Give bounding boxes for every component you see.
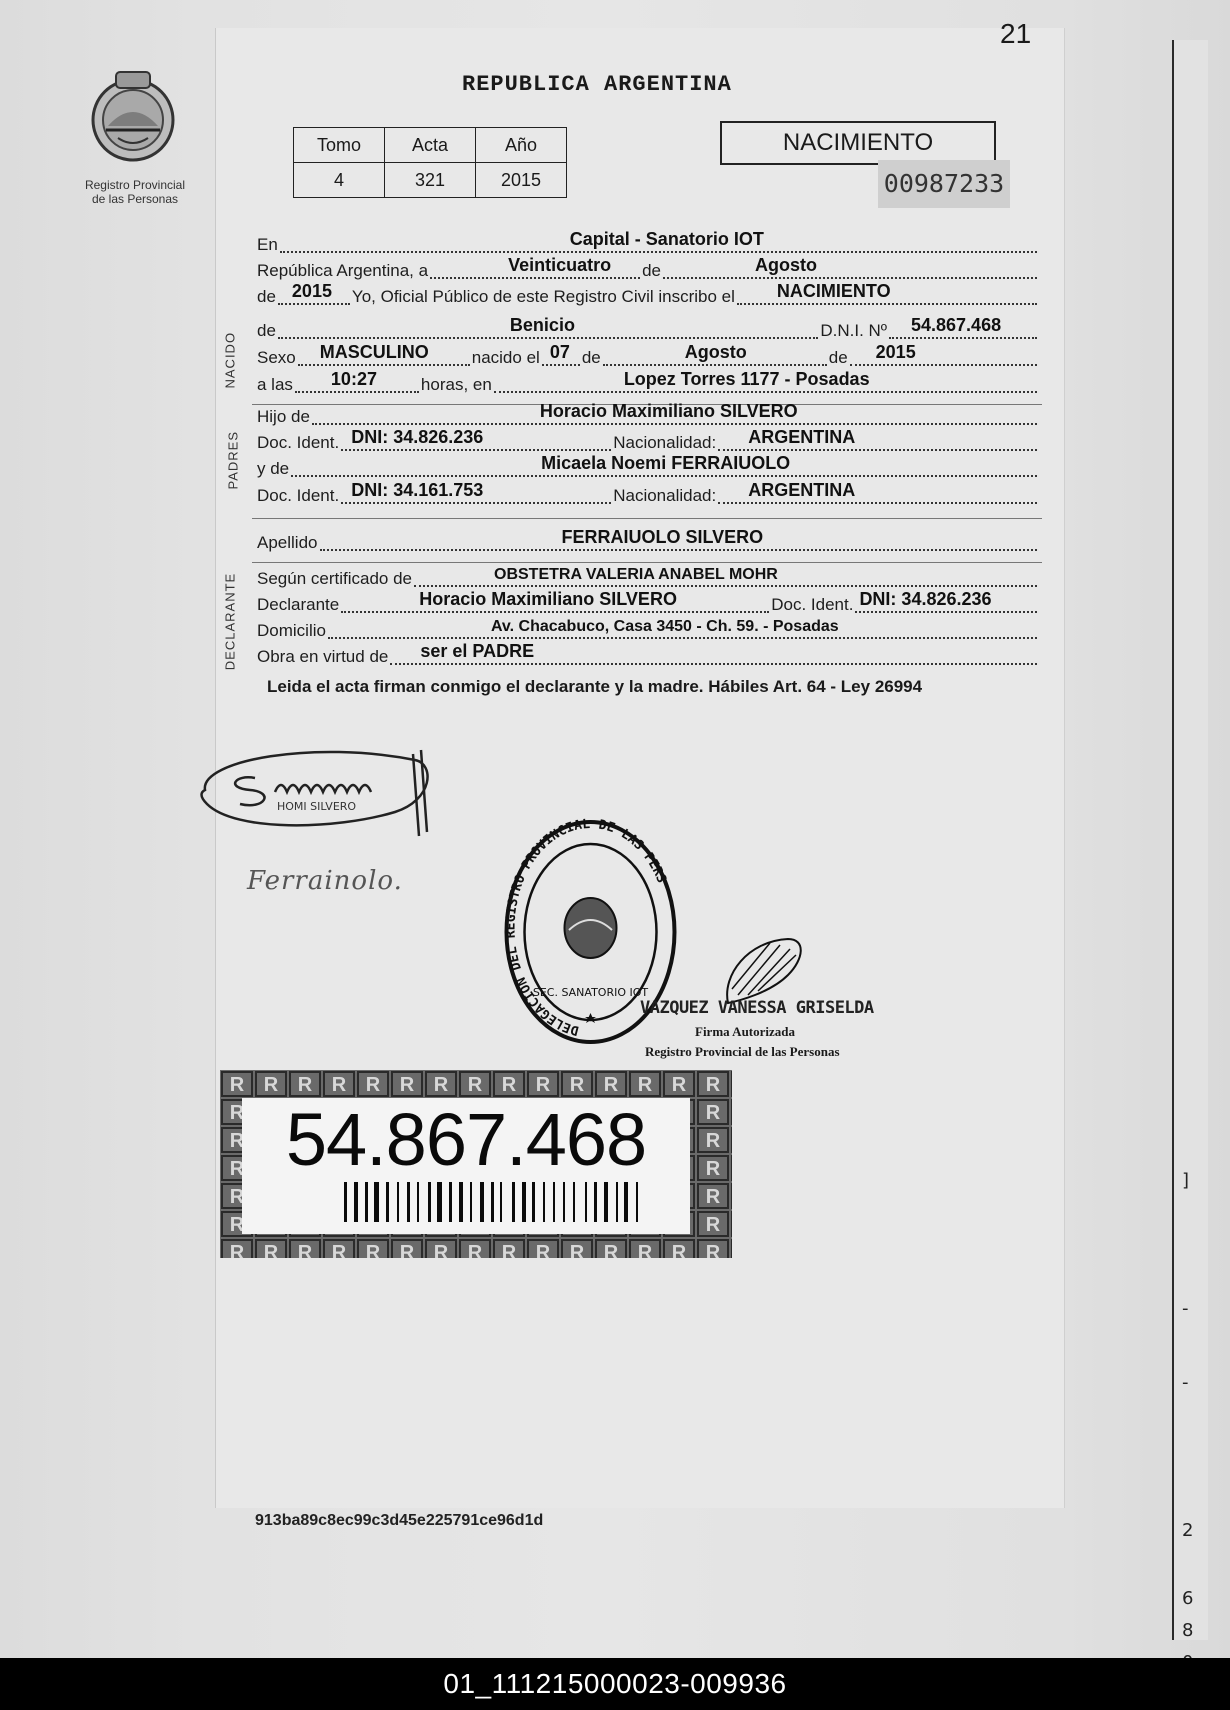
field-line [718,480,1037,504]
table-cell: 4 [294,163,385,198]
field-line [341,480,611,504]
field-value: 07 [549,342,570,362]
barcode-bar [616,1182,618,1222]
barcode-bar [491,1182,494,1222]
form-row-reason [257,641,1039,668]
declarant-signature-caption: HOMI SILVERO [277,800,357,813]
official-signature [718,935,808,1005]
field-label: Obra en virtud de [257,647,389,666]
barcode-bar [553,1182,555,1222]
field-label: Domicilio [257,621,326,640]
field-value: Micaela Noemi FERRAIUOLO [541,453,791,473]
table-header-cell: Acta [385,128,476,163]
field-value: OBSTETRA VALERIA ANABEL MOHR [494,566,778,583]
barcode-bar [585,1182,587,1222]
record-type-box: NACIMIENTO [720,121,996,165]
field-line [390,641,1037,665]
field-value: 10:27 [330,369,377,389]
barcode-bar [522,1182,526,1222]
id-label-panel [242,1098,690,1234]
field-line [298,342,470,366]
barcode-bar [365,1182,368,1222]
registry-name [70,178,200,206]
form-row-date [257,255,1039,282]
edge-mark: ] [1182,1170,1190,1191]
table-row [294,163,567,198]
field-line [312,401,1037,425]
barcode-bar [397,1182,399,1222]
barcode-bar [417,1182,419,1222]
barcode-bar [624,1182,628,1222]
form-row-year [257,281,1039,308]
stamp-ring-textpath: DELEGACION DEL REGISTRO PROVINCIAL DE LAS PERS [503,818,669,1038]
table-cell: 2015 [476,163,567,198]
scan-footer-code: 01_111215000023-009936 [443,1668,787,1699]
field-line [542,342,580,366]
form-row-declarant [257,589,1039,616]
closing-notice: Leida el acta firman conmigo el declarante y la madre. Hábiles Art. 64 - Ley 26994 [267,677,923,696]
field-label: Sexo [257,348,296,367]
field-line [328,615,1037,639]
field-line [850,342,1037,366]
form-row-sex [257,342,1039,369]
field-label: de [828,348,848,367]
field-line [737,281,1037,305]
field-value: NACIMIENTO [776,281,891,301]
registry-name-line: de las Personas [91,192,179,206]
field-value: 54.867.468 [911,315,1002,335]
field-value: ser el PADRE [420,641,535,661]
field-line [414,563,1037,587]
field-label: Según certificado de [257,569,412,588]
form-row-name [257,315,1039,342]
edge-mark: - [1182,1298,1189,1319]
field-label: Yo, Oficial Público de este Registro Civil inscribo el [351,287,735,306]
field-label: Doc. Ident. [257,433,340,452]
field-value: Agosto [754,255,817,275]
form-row-father-doc [257,427,1039,454]
form-row-place [257,229,1039,256]
field-line [341,427,611,451]
provincial-seal-icon [88,68,178,166]
field-label: Doc. Ident. [257,486,340,505]
mother-signature-text: Ferrainolo. [247,866,403,896]
field-line [494,369,1037,393]
barcode-bar [500,1182,502,1222]
field-line [889,315,1037,339]
barcode-bar [636,1182,638,1222]
field-value: MASCULINO [319,342,429,362]
barcode-bar [594,1182,597,1222]
form-row-mother [257,453,1039,480]
section-label-padres: PADRES [225,431,241,490]
declarant-signature [195,740,455,840]
field-line [855,589,1037,613]
barcode-bar [512,1182,515,1222]
field-value: DNI: 34.826.236 [351,427,484,447]
barcode-bar [344,1182,347,1222]
form-row-certificate [257,566,1039,590]
barcode-bar [480,1182,484,1222]
form-row-surname [257,527,1039,554]
barcode-bar [563,1182,565,1222]
section-divider [252,518,1042,519]
field-label: de [257,321,276,340]
field-line [718,427,1037,451]
field-label: Declarante [257,595,340,614]
id-number: 54.867.468 [285,1098,647,1181]
field-value: 2015 [875,342,916,362]
edge-mark: 2 [1182,1520,1194,1541]
id-security-label [220,1070,732,1258]
field-label: República Argentina, a [257,261,429,280]
field-label: Hijo de [257,407,310,426]
barcode-bar [543,1182,545,1222]
barcode-bar [374,1182,379,1222]
field-value: ARGENTINA [748,427,856,447]
field-label: nacido el [471,348,540,367]
field-label: En [257,235,278,254]
field-value: FERRAIUOLO SILVERO [561,527,764,547]
registry-name-line: Registro Provincial [84,178,186,192]
barcode-bar [354,1182,358,1222]
document-hash: 913ba89c8ec99c3d45e225791ce96d1d [255,1512,544,1529]
table-cell: 321 [385,163,476,198]
field-label: Apellido [257,533,318,552]
field-label: de [257,287,276,306]
field-line [278,281,350,305]
field-line [295,369,419,393]
barcode-bar [407,1182,410,1222]
barcode-bar [604,1182,608,1222]
form-row-mother-doc [257,480,1039,507]
field-value: Horacio Maximiliano SILVERO [539,401,798,421]
barcode [344,1182,650,1222]
field-label: y de [257,459,290,478]
form-row-father [257,401,1039,428]
field-label: de [581,348,601,367]
field-value: Benicio [509,315,575,335]
field-line [291,453,1037,477]
country-title: REPUBLICA ARGENTINA [462,72,732,97]
table-header-cell: Tomo [294,128,385,163]
field-line [280,229,1037,253]
field-line [603,342,827,366]
section-label-nacido: NACIDO [222,331,238,389]
field-label: a las [257,375,293,394]
form-row-address [257,618,1039,642]
barcode-bar [532,1182,535,1222]
field-value: 2015 [291,281,332,301]
record-index-table [293,127,567,198]
field-value: Veinticuatro [508,255,612,275]
field-line [430,255,640,279]
edge-mark: 6 [1182,1588,1194,1609]
adjacent-page-edge [1172,40,1208,1640]
table-header-cell: Año [476,128,567,163]
field-value: Capital - Sanatorio IOT [569,229,764,249]
barcode-bar [573,1182,575,1222]
barcode-bar [449,1182,452,1222]
field-value: DNI: 34.161.753 [351,480,484,500]
field-value: Horacio Maximiliano SILVERO [419,589,677,609]
field-label: horas, en [420,375,492,394]
field-label: D.N.I. Nº [820,321,887,340]
serial-number: 00987233 [878,160,1010,208]
field-label: Nacionalidad: [613,486,717,505]
field-line [341,589,769,613]
field-value: DNI: 34.826.236 [859,589,992,609]
official-name: VAZQUEZ VANESSA GRISELDA [640,998,874,1018]
field-value: Av. Chacabuco, Casa 3450 - Ch. 59. - Posadas [490,618,839,635]
form-row-time [257,369,1039,396]
edge-mark: - [1182,1372,1189,1393]
field-label: Doc. Ident. [771,595,854,614]
page-number: 21 [1000,18,1032,49]
field-line [320,527,1038,551]
field-line [663,255,1037,279]
barcode-bar [386,1182,389,1222]
field-value: Lopez Torres 1177 - Posadas [623,369,870,389]
field-value: ARGENTINA [748,480,856,500]
edge-mark: 8 [1182,1620,1194,1641]
official-role: Firma Autorizada [695,1024,796,1039]
barcode-bar [459,1182,463,1222]
field-label: Nacionalidad: [613,433,717,452]
field-line [278,315,818,339]
section-label-declarante: DECLARANTE [222,572,238,671]
stamp-inner-text: SEC. SANATORIO IOT [532,986,649,999]
field-label: de [642,261,661,280]
table-header-row [294,128,567,163]
official-entity: Registro Provincial de las Personas [645,1044,840,1059]
barcode-bar [428,1182,431,1222]
mother-signature [245,855,455,900]
barcode-bar [470,1182,472,1222]
barcode-bar [437,1182,442,1222]
field-value: Agosto [684,342,747,362]
scan-footer [0,1658,1230,1710]
